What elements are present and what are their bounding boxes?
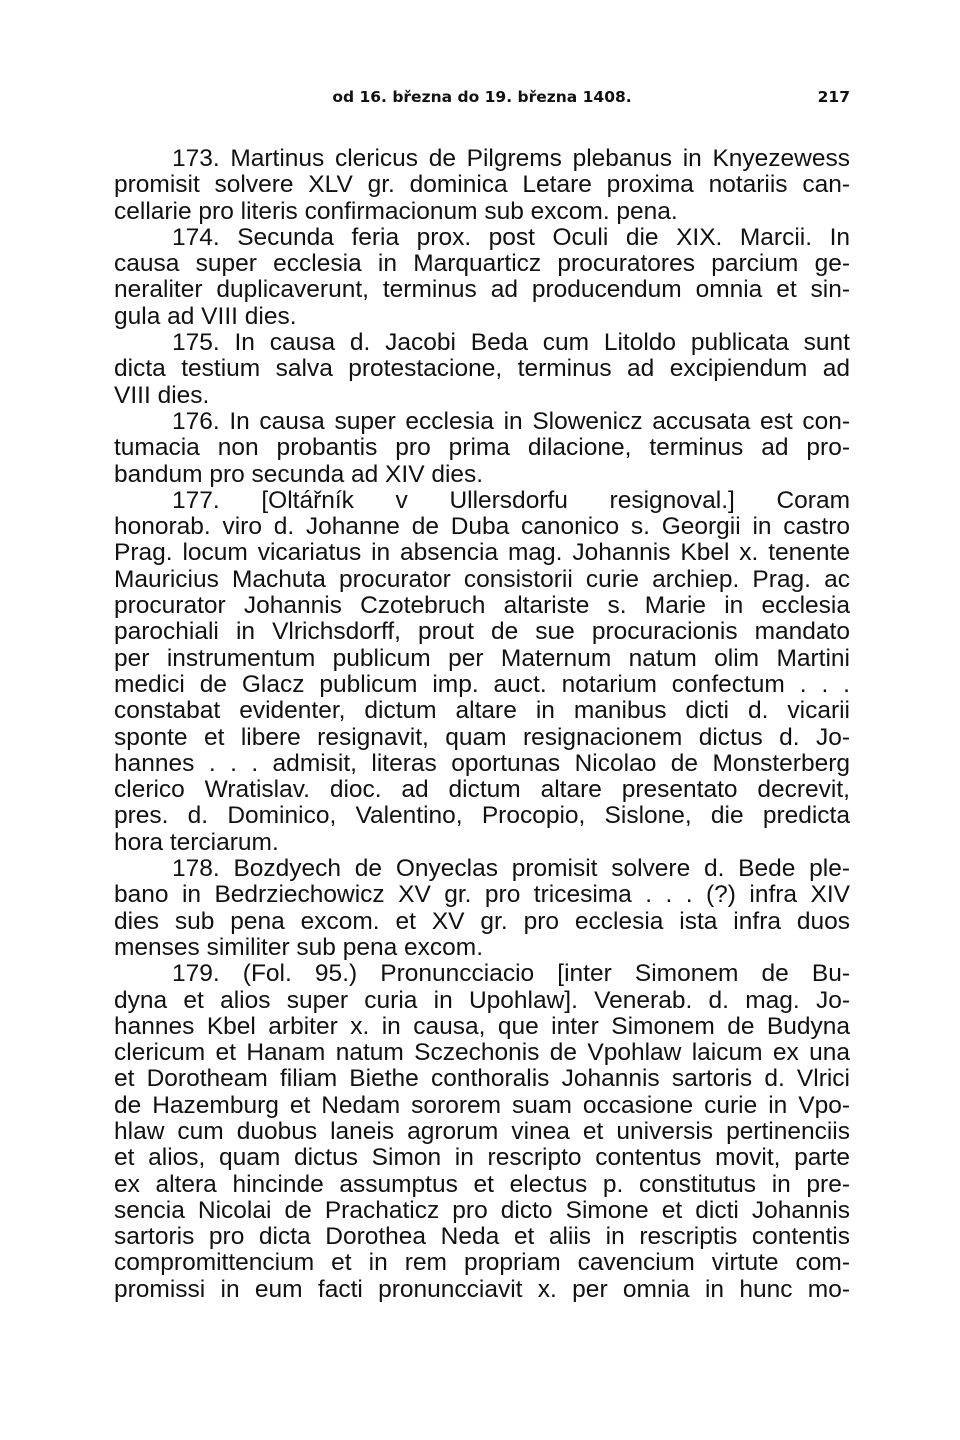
text-line: 175. In causa d. Jacobi Beda cum Litoldo publicata sunt [172, 329, 850, 357]
text-line: sartoris pro dicta Dorothea Neda et aliis in rescriptis contentis [114, 1223, 850, 1251]
text-line: dicta testium salva protestacione, terminus ad excipiendum ad [114, 355, 850, 383]
text-line: 178. Bozdyech de Onyeclas promisit solvere d. Bede ple- [172, 855, 850, 883]
text-line: clerico Wratislav. dioc. ad dictum altare presentato decrevit, [114, 776, 850, 804]
text-line: bandum pro secunda ad XIV dies. [114, 460, 484, 488]
text-line: dies sub pena excom. et XV gr. pro ecclesia ista infra duos [114, 907, 850, 935]
running-head: od 16. března do 19. března 1408. [332, 88, 632, 106]
text-line: honorab. viro d. Johanne de Duba canonico s. Georgii in castro [114, 513, 850, 541]
text-line: ex altera hincinde assumptus et electus p. constitutus in pre- [114, 1170, 850, 1198]
text-line: promisit solvere XLV gr. dominica Letare proxima notariis can- [114, 171, 850, 199]
text-line: per instrumentum publicum per Maternum natum olim Martini [114, 644, 850, 672]
text-line: pres. d. Dominico, Valentino, Procopio, Sislone, die predicta [114, 802, 850, 830]
text-line: menses similiter sub pena excom. [114, 933, 484, 961]
text-line: constabat evidenter, dictum altare in manibus dicti d. vicarii [114, 697, 850, 725]
text-line: medici de Glacz publicum imp. auct. notarium confectum . . . [114, 670, 850, 698]
text-line: sponte et libere resignavit, quam resignacionem dictus d. Jo- [114, 723, 850, 751]
text-line: hora terciarum. [114, 828, 279, 856]
text-line: de Hazemburg et Nedam sororem suam occasione curie in Vpo- [114, 1091, 850, 1119]
text-line: hannes Kbel arbiter x. in causa, que inter Simonem de Budyna [114, 1012, 850, 1040]
body-text [114, 146, 850, 1303]
text-line: cellarie pro literis confirmacionum sub excom. pena. [114, 197, 678, 225]
text-line: VIII dies. [114, 381, 210, 409]
text-line: tumacia non probantis pro prima dilacione, terminus ad pro- [114, 434, 850, 462]
text-line: 173. Martinus clericus de Pilgrems plebanus in Knyezewess [172, 145, 850, 172]
text-line: hlaw cum duobus laneis agrorum vinea et universis pertinenciis [114, 1117, 850, 1145]
text-line: sencia Nicolai de Prachaticz pro dicto Simone et dicti Johannis [114, 1196, 850, 1224]
text-line: neraliter duplicaverunt, terminus ad producendum omnia et sin- [114, 276, 850, 304]
text-line: bano in Bedrziechowicz XV gr. pro tricesima . . . (?) infra XIV [114, 881, 850, 909]
text-line: 179. (Fol. 95.) Pronuncciacio [inter Simonem de Bu- [172, 960, 850, 988]
text-line: 176. In causa super ecclesia in Slowenicz accusata est con- [172, 407, 850, 435]
text-line: parochiali in Vlrichsdorff, prout de sue procuracionis mandato [114, 618, 850, 646]
text-line: Mauricius Machuta procurator consistorii curie archiep. Prag. ac [114, 565, 850, 593]
text-line: dyna et alios super curia in Upohlaw]. Venerab. d. mag. Jo- [114, 986, 850, 1014]
page-number: 217 [817, 88, 850, 106]
text-line: Prag. locum vicariatus in absencia mag. Johannis Kbel x. tenente [114, 539, 850, 567]
text-line: 177. [Oltářník v Ullersdorfu resignoval.] Coram [172, 486, 850, 514]
text-line: compromittencium et in rem propriam cavencium virtute com- [114, 1249, 850, 1277]
text-line: causa super ecclesia in Marquarticz procuratores parcium ge- [114, 250, 850, 278]
text-line: clericum et Hanam natum Sczechonis de Vpohlaw laicum ex una [114, 1039, 850, 1067]
text-line: procurator Johannis Czotebruch altariste s. Marie in ecclesia [114, 592, 850, 620]
page-header [114, 88, 850, 114]
text-line: et Dorotheam filiam Biethe conthoralis Johannis sartoris d. Vlrici [114, 1065, 850, 1093]
text-line: et alios, quam dictus Simon in rescripto contentus movit, parte [114, 1144, 850, 1172]
text-line: hannes . . . admisit, literas oportunas Nicolao de Monsterberg [114, 749, 850, 777]
text-line: promissi in eum facti pronuncciavit x. per omnia in hunc mo- [114, 1275, 850, 1303]
text-line: gula ad VIII dies. [114, 302, 297, 330]
text-line: 174. Secunda feria prox. post Oculi die XIX. Marcii. In [172, 223, 850, 251]
